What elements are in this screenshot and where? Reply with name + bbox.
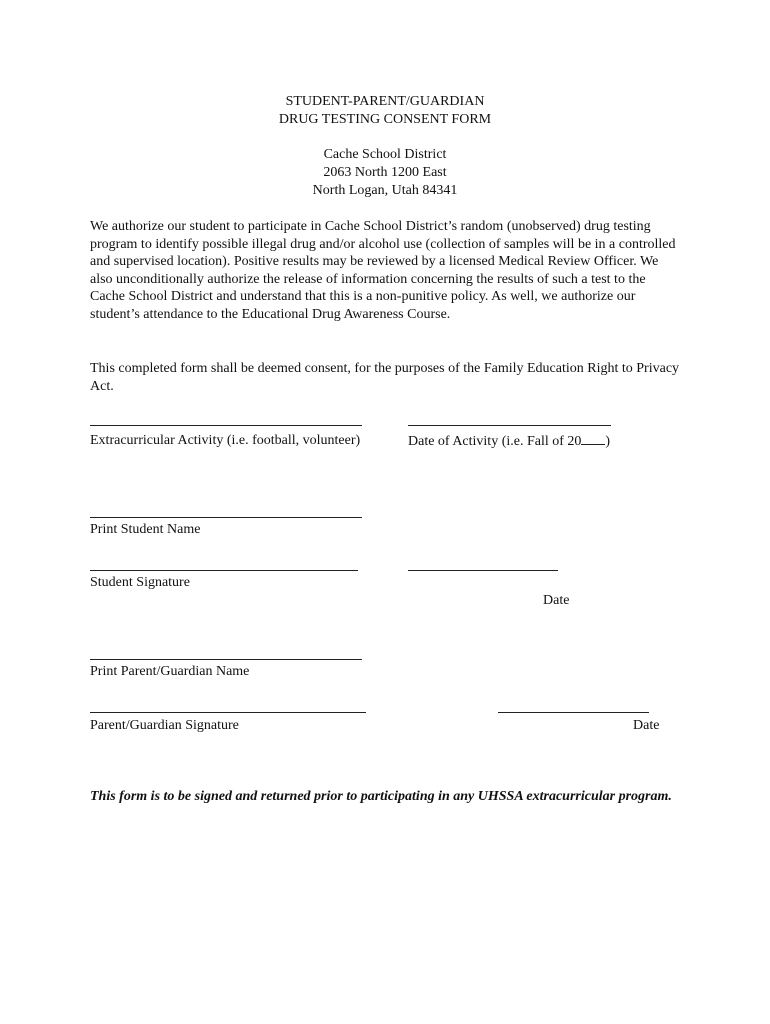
parent-date-label: Date [633, 718, 660, 733]
parent-signature-line[interactable] [90, 712, 366, 713]
activity-date-label-suffix: ) [605, 434, 611, 449]
footer-notice: This form is to be signed and returned prior to participating in any UHSSA extracurricular program. [90, 789, 672, 804]
student-date-line[interactable] [408, 570, 558, 571]
student-name-label: Print Student Name [90, 522, 201, 537]
year-blank [581, 432, 605, 445]
student-signature-line[interactable] [90, 570, 358, 571]
parent-name-line[interactable] [90, 659, 362, 660]
activity-date-label-prefix: Date of Activity (i.e. Fall of 20 [408, 434, 582, 449]
form-title-line-2: DRUG TESTING CONSENT FORM [278, 112, 492, 127]
authorization-paragraph: We authorize our student to participate in Cache School District’s random (unobserved) drug testing program to identify possible illegal drug and/or alcohol use (collection of samples will be in a controlled and supervised location). Positive results may be reviewed by a licensed Medical Review Officer. We also unconditionally authorize the release of information concerning the results of such a test to the Cache School District and understand that this is a non-punitive policy. As well, we authorize our student’s attendance to the Educational Drug Awareness Course. [90, 219, 676, 322]
activity-date-label [408, 432, 610, 451]
parent-name-label: Print Parent/Guardian Name [90, 664, 250, 679]
student-signature-label: Student Signature [90, 575, 190, 590]
district-address-line-2: North Logan, Utah 84341 [312, 183, 458, 198]
activity-label: Extracurricular Activity (i.e. football, volunteer) [90, 433, 361, 448]
activity-date-line[interactable] [408, 425, 611, 426]
activity-line[interactable] [90, 425, 362, 426]
district-name: Cache School District [323, 147, 447, 162]
parent-date-line[interactable] [498, 712, 649, 713]
form-title-line-1: STUDENT-PARENT/GUARDIAN [285, 94, 485, 109]
consent-paragraph: This completed form shall be deemed consent, for the purposes of the Family Education Right to Privacy Act. [90, 361, 680, 394]
student-name-line[interactable] [90, 517, 362, 518]
student-date-label: Date [543, 593, 570, 608]
parent-signature-label: Parent/Guardian Signature [90, 718, 239, 733]
district-address-line-1: 2063 North 1200 East [323, 165, 447, 180]
